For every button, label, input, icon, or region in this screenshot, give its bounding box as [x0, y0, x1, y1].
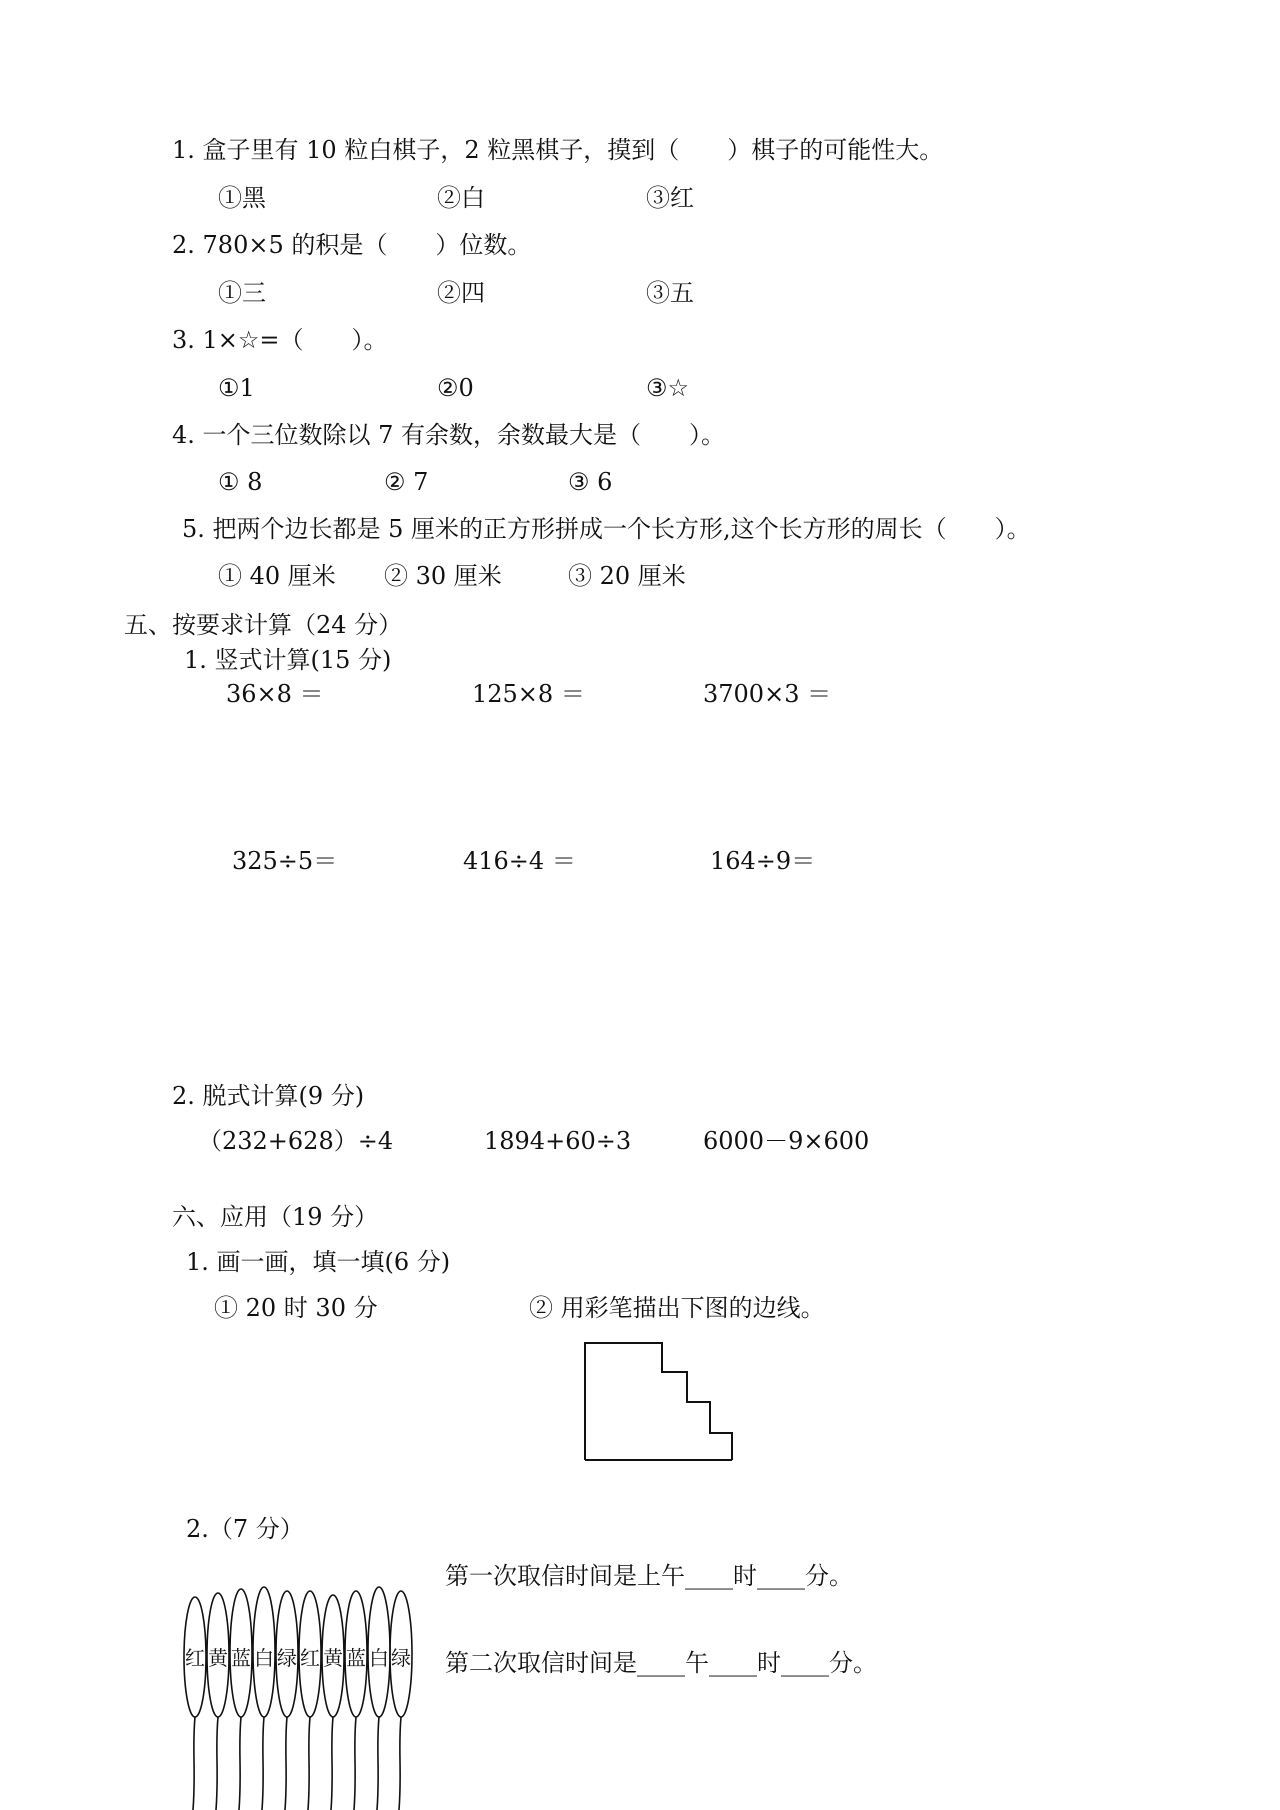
q3-option-3: ③☆ [646, 374, 690, 402]
balloon-label: 绿 [277, 1646, 297, 1670]
vertical-calc-4: 325÷5＝ [232, 847, 338, 875]
draw-fill-title: 1. 画一画，填一填(6 分) [186, 1248, 451, 1276]
q1-option-1: ①黑 [218, 184, 266, 212]
q5-option-1: ① 40 厘米 [218, 562, 336, 590]
question-5: 5. 把两个边长都是 5 厘米的正方形拼成一个长方形,这个长方形的周长（ ）。 [182, 515, 1031, 543]
q3-option-2: ②0 [437, 374, 474, 402]
q1-option-2: ②白 [437, 184, 485, 212]
q3-option-1: ①1 [218, 374, 255, 402]
balloon-label: 蓝 [346, 1646, 366, 1670]
balloon-label: 红 [300, 1646, 320, 1670]
balloon-label: 黄 [323, 1646, 343, 1670]
q1-option-3: ③红 [646, 184, 694, 212]
step-calc-3: 6000－9×600 [703, 1127, 870, 1155]
question-1: 1. 盒子里有 10 粒白棋子，2 粒黑棋子，摸到（ ）棋子的可能性大。 [172, 136, 944, 164]
vertical-calc-5: 416÷4 ＝ [463, 847, 576, 875]
q5-option-2: ② 30 厘米 [384, 562, 502, 590]
balloon-label: 蓝 [231, 1646, 251, 1670]
staircase-figure [580, 1335, 740, 1465]
q2-option-2: ②四 [437, 279, 485, 307]
q2-option-1: ①三 [218, 279, 266, 307]
vertical-calc-3: 3700×3 ＝ [703, 680, 832, 708]
second-pickup-time: 第二次取信时间是____午____时____分。 [445, 1649, 877, 1677]
section-6-title: 六、应用（19 分） [172, 1203, 379, 1231]
vertical-calc-title: 1. 竖式计算(15 分) [184, 646, 392, 674]
step-calc-1: （232+628）÷4 [198, 1127, 394, 1155]
q2-option-3: ③五 [646, 279, 694, 307]
balloon-label: 红 [185, 1646, 205, 1670]
q4-option-1: ① 8 [218, 468, 263, 496]
balloon-label: 绿 [391, 1646, 411, 1670]
vertical-calc-6: 164÷9＝ [710, 847, 816, 875]
balloon-label: 白 [254, 1646, 274, 1670]
question-4: 4. 一个三位数除以 7 有余数，余数最大是（ ）。 [172, 421, 726, 449]
section-5-title: 五、按要求计算（24 分） [124, 611, 403, 639]
step-calc-title: 2. 脱式计算(9 分) [172, 1082, 365, 1110]
balloon-label: 黄 [208, 1646, 228, 1670]
vertical-calc-2: 125×8 ＝ [472, 680, 585, 708]
vertical-calc-1: 36×8 ＝ [226, 680, 324, 708]
first-pickup-time: 第一次取信时间是上午____时____分。 [445, 1562, 853, 1590]
question-3: 3. 1×☆=（ ）。 [172, 326, 388, 354]
balloon-label: 白 [369, 1646, 389, 1670]
balloons-figure [180, 1570, 430, 1810]
q4-option-2: ② 7 [384, 468, 429, 496]
question-2: 2. 780×5 的积是（ ）位数。 [172, 231, 532, 259]
q4-option-3: ③ 6 [568, 468, 613, 496]
mail-question-title: 2.（7 分） [186, 1515, 304, 1543]
trace-edges-instruction: ② 用彩笔描出下图的边线。 [529, 1294, 825, 1322]
q5-option-3: ③ 20 厘米 [568, 562, 686, 590]
time-20-30: ① 20 时 30 分 [214, 1294, 378, 1322]
step-calc-2: 1894+60÷3 [484, 1127, 632, 1155]
